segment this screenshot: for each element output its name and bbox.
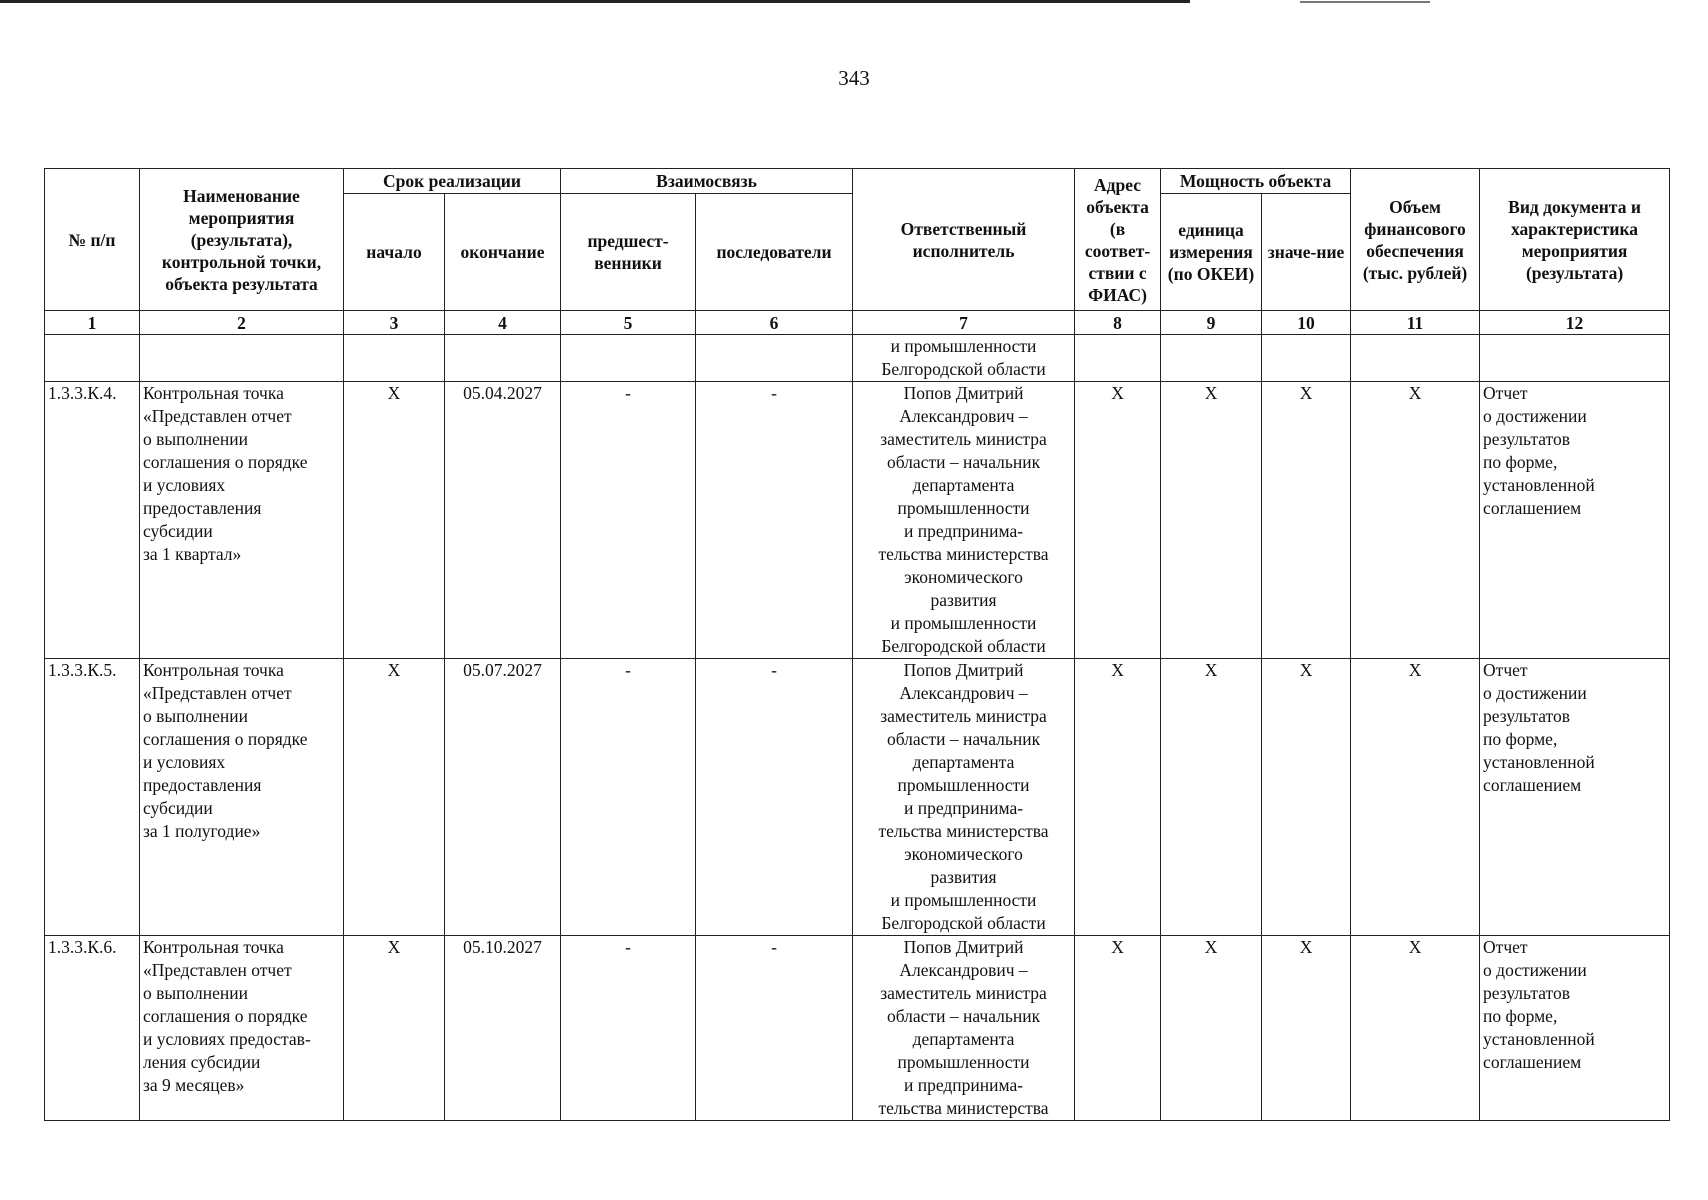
column-number-row [45,311,1670,335]
row-num: 1.3.3.К.5. [45,659,140,936]
header-group-link: Взаимосвязь [561,169,853,194]
header-successors: последователи [696,194,853,311]
page-number: 343 [838,66,870,90]
row-value: X [1262,382,1351,659]
col-number: 12 [1480,311,1670,335]
table-row [45,659,1670,936]
header-value: значе-ние [1262,194,1351,311]
col-number: 6 [696,311,853,335]
row-successors: - [696,382,853,659]
header-address: Адрес объекта (в соответ-ствии с ФИАС) [1075,169,1161,311]
header-financing: Объем финансового обеспечения (тыс. рублей) [1351,169,1480,311]
row-successors: - [696,659,853,936]
top-border-line-right [1300,1,1430,3]
row-responsible: Попов Дмитрий Александрович – заместитель министра области – начальник департамента промышленности и предпринима- тельства министерства экономического развития и промышленности Белгородской области [853,382,1075,659]
col-number: 8 [1075,311,1161,335]
col-number: 9 [1161,311,1262,335]
table-row [45,936,1670,1121]
row-unit: X [1161,936,1262,1121]
col-number: 1 [45,311,140,335]
row-financing: X [1351,936,1480,1121]
row-start: X [344,936,445,1121]
row-num: 1.3.3.К.6. [45,936,140,1121]
col-number: 4 [445,311,561,335]
continuation-responsible: и промышленности Белгородской области [853,335,1075,382]
row-unit: X [1161,382,1262,659]
header-doc-type: Вид документа и характеристика мероприятия (результата) [1480,169,1670,311]
header-start: начало [344,194,445,311]
row-doc-type: Отчет о достижении результатов по форме, установленной соглашением [1480,659,1670,936]
row-name: Контрольная точка «Представлен отчет о выполнении соглашения о порядке и условиях предостав- ления субсидии за 9 месяцев» [140,936,344,1121]
row-doc-type: Отчет о достижении результатов по форме, установленной соглашением [1480,382,1670,659]
header-num: № п/п [45,169,140,311]
row-responsible: Попов Дмитрий Александрович – заместитель министра области – начальник департамента промышленности и предпринима- тельства министерства [853,936,1075,1121]
row-start: X [344,659,445,936]
header-responsible: Ответственный исполнитель [853,169,1075,311]
col-number: 3 [344,311,445,335]
header-name: Наименование мероприятия (результата), контрольной точки, объекта результата [140,169,344,311]
row-value: X [1262,936,1351,1121]
row-start: X [344,382,445,659]
col-number: 2 [140,311,344,335]
col-number: 5 [561,311,696,335]
row-name: Контрольная точка «Представлен отчет о выполнении соглашения о порядке и условиях предоставления субсидии за 1 полугодие» [140,659,344,936]
row-address: X [1075,382,1161,659]
row-unit: X [1161,659,1262,936]
row-predecessors: - [561,936,696,1121]
row-address: X [1075,659,1161,936]
row-responsible: Попов Дмитрий Александрович – заместитель министра области – начальник департамента промышленности и предпринима- тельства министерства экономического развития и промышленности Белгородской области [853,659,1075,936]
row-doc-type: Отчет о достижении результатов по форме, установленной соглашением [1480,936,1670,1121]
row-end: 05.07.2027 [445,659,561,936]
header-end: окончание [445,194,561,311]
row-predecessors: - [561,659,696,936]
row-predecessors: - [561,382,696,659]
row-end: 05.10.2027 [445,936,561,1121]
row-name: Контрольная точка «Представлен отчет о выполнении соглашения о порядке и условиях предоставления субсидии за 1 квартал» [140,382,344,659]
header-group-srok: Срок реализации [344,169,561,194]
continuation-row [45,335,1670,382]
row-end: 05.04.2027 [445,382,561,659]
col-number: 10 [1262,311,1351,335]
top-border-line [0,0,1190,3]
col-number: 11 [1351,311,1480,335]
schedule-table [44,168,1670,1121]
row-address: X [1075,936,1161,1121]
header-predecessors: предшест-венники [561,194,696,311]
row-num: 1.3.3.К.4. [45,382,140,659]
header-group-power: Мощность объекта [1161,169,1351,194]
row-financing: X [1351,382,1480,659]
table-row [45,382,1670,659]
row-financing: X [1351,659,1480,936]
col-number: 7 [853,311,1075,335]
row-value: X [1262,659,1351,936]
header-unit: единица измерения (по ОКЕИ) [1161,194,1262,311]
row-successors: - [696,936,853,1121]
